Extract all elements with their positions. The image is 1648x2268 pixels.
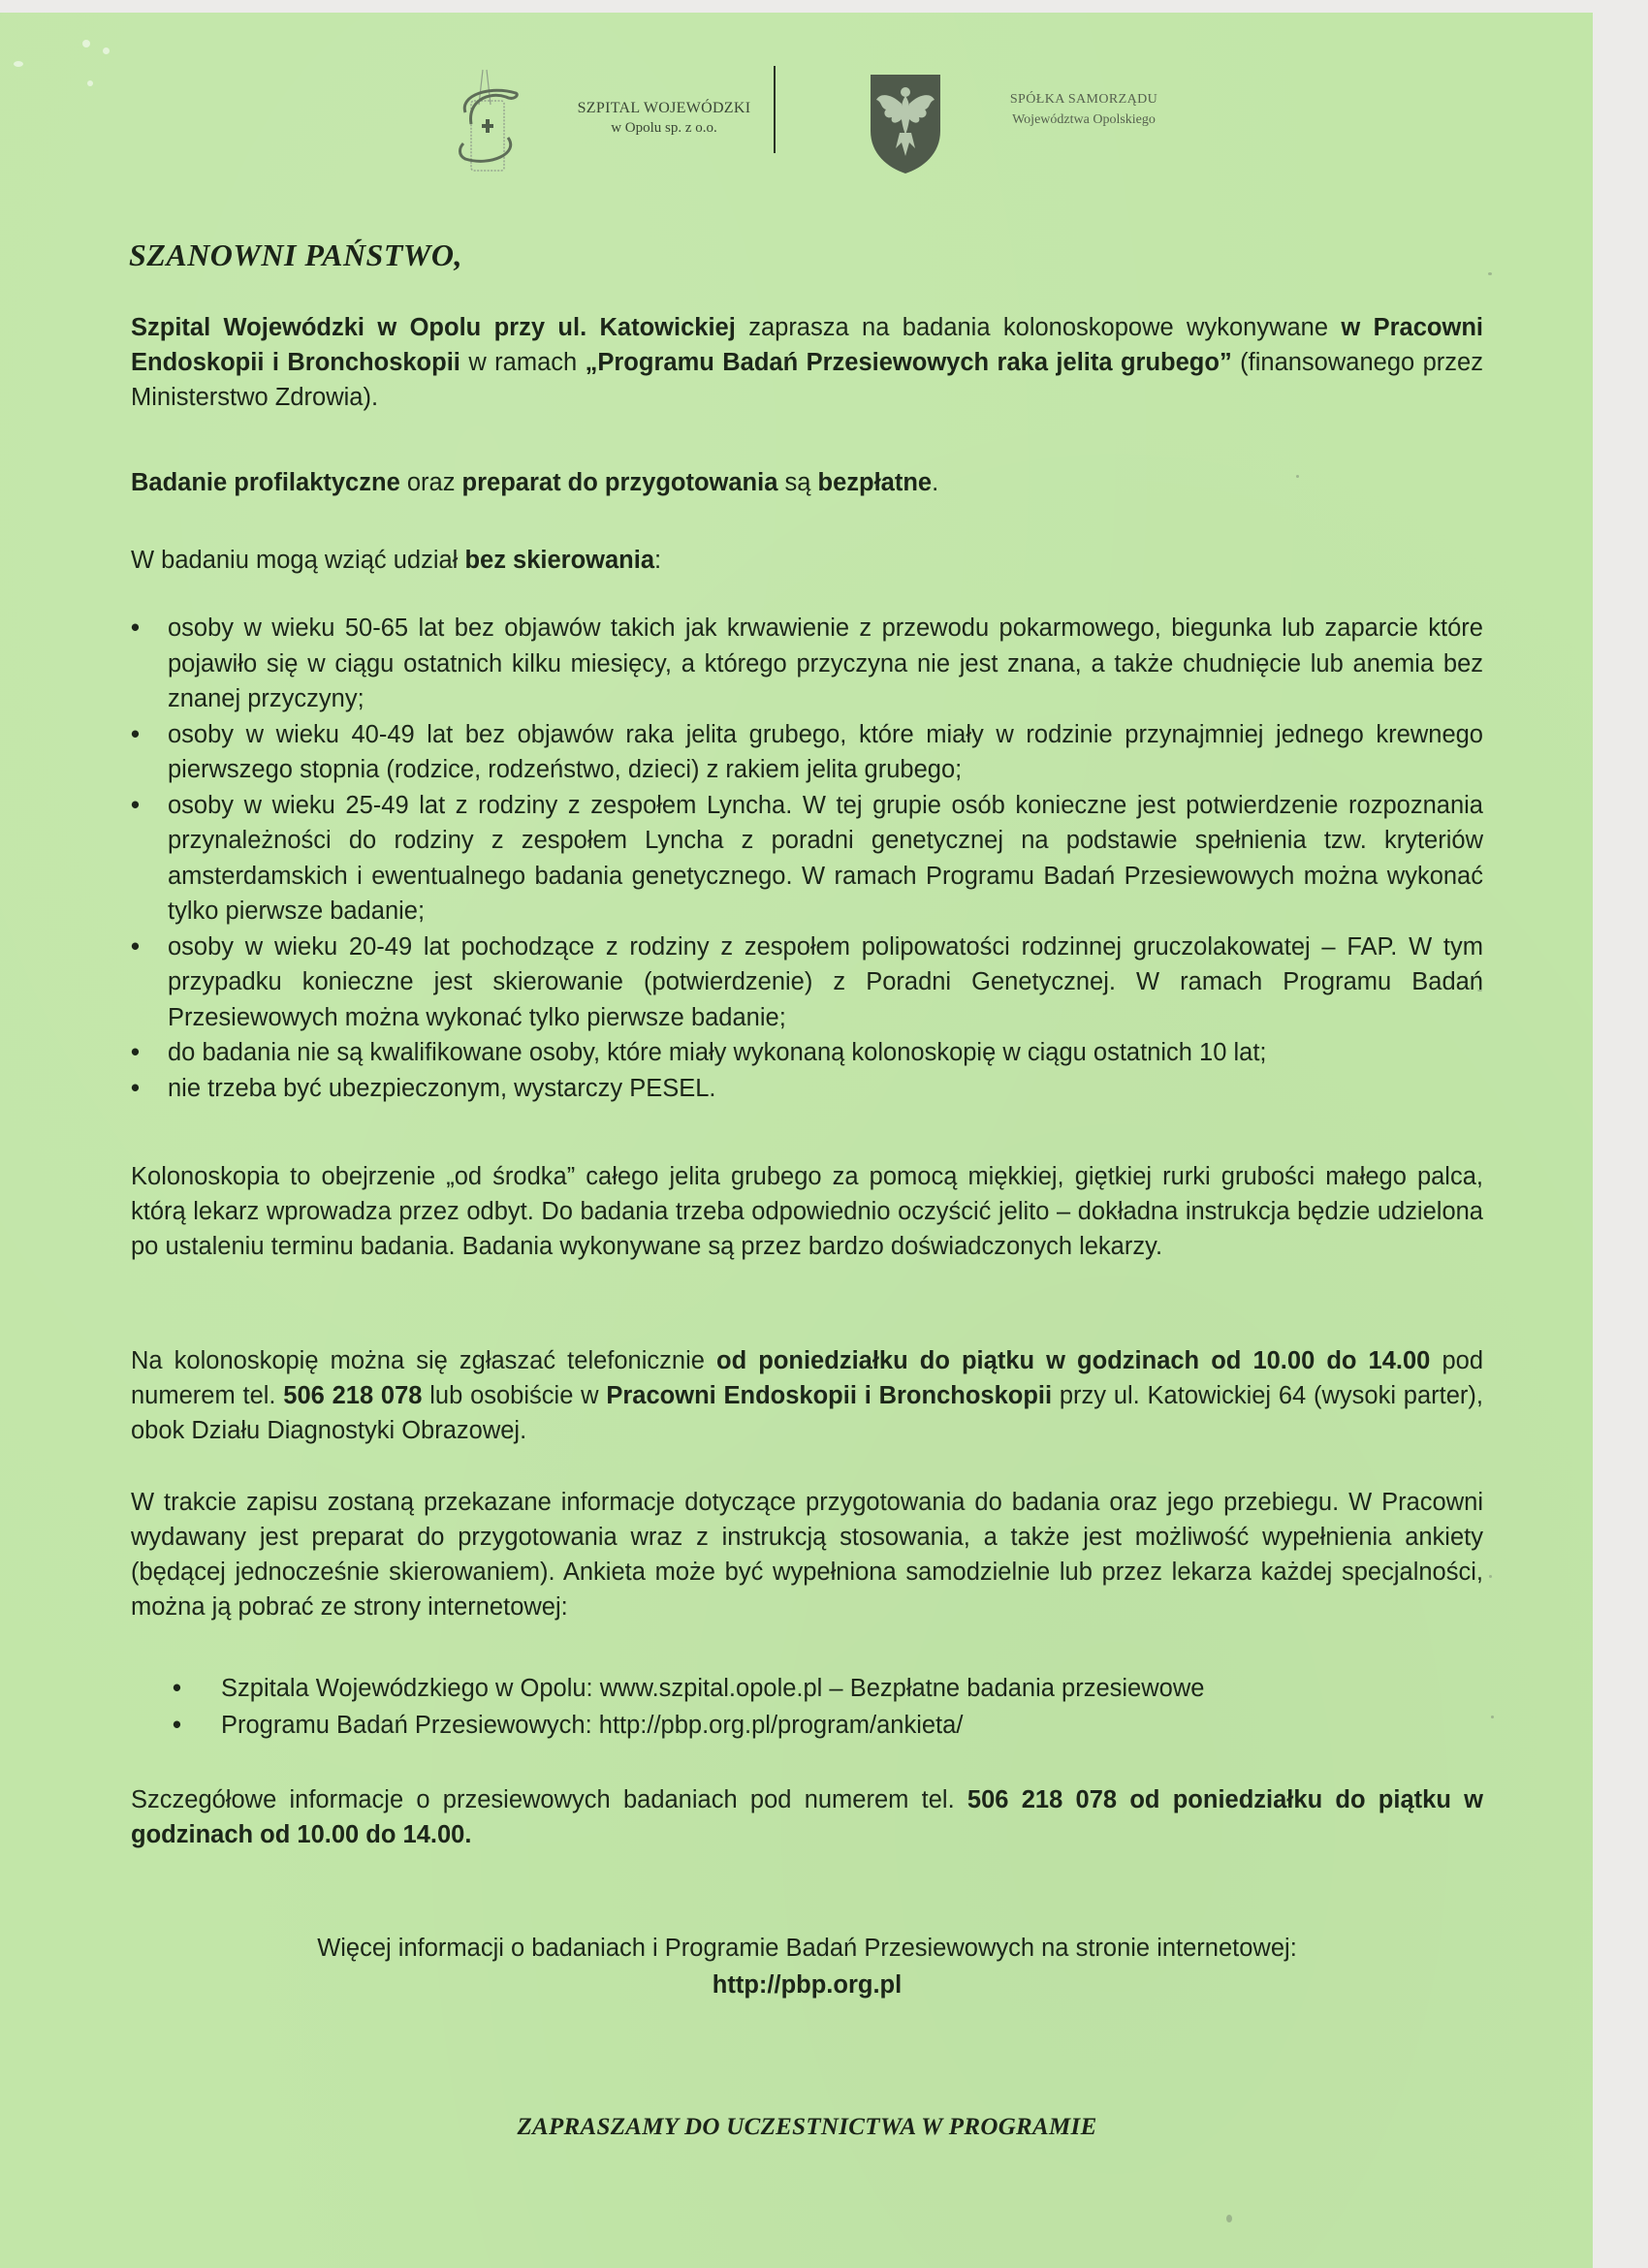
text-segment: jelita grubego; bbox=[799, 756, 963, 783]
bullet-icon: • bbox=[173, 1675, 181, 1702]
bold-text: bez skierowania bbox=[464, 547, 655, 574]
bold-text: Pracowni Endoskopii i Bronchoskopii bbox=[606, 1382, 1053, 1409]
text-segment: Na kolonoskopię można się zgłaszać telefonicznie bbox=[131, 1347, 717, 1374]
details-contact bbox=[131, 1782, 1483, 1852]
scan-artifact bbox=[1488, 272, 1492, 275]
text-segment: przy ul. Katowickiej 64 (wysoki parter), obok Działu Diagnostyki Obrazowej. bbox=[131, 1382, 1483, 1444]
more-info-url[interactable]: http://pbp.org.pl bbox=[712, 1971, 903, 1999]
bold-text: osoby w wieku 20-49 lat bbox=[168, 932, 450, 961]
criteria-item bbox=[131, 788, 1483, 929]
text-segment: przynajmniej jednego krewnego pierwszego stopnia (rodzice, rodzeństwo, dzieci) z bbox=[168, 720, 1483, 783]
owner-name bbox=[977, 92, 1190, 128]
eligibility-intro bbox=[131, 543, 1483, 578]
header-divider bbox=[774, 66, 776, 153]
text-segment: . bbox=[932, 469, 939, 496]
text-segment: bez objawów takich jak krwawienie z przewodu pokarmowego, biegunka lub zaparcie które pojawiło się w ciągu ostatnich kilku miesięcy, a którego przyczyna nie jest znana, a także chudnięcie lub anemia bez znanej przyczyny; bbox=[168, 614, 1483, 712]
bold-text[interactable]: http://pbp.org.pl/program/ankieta/ bbox=[598, 1712, 964, 1739]
text-segment: lat z rodziny z zespołem Lyncha. W tej grupie osób konieczne jest potwierdzenie rozpoznania przynależności do rodziny z zespołem Lyncha z poradni genetycznej na podstawie spełnienia tzw. kryteriów amsterdamskich i ewentualnego badania genetycznego. W ramach Programu Badań Przesiewowych można wykonać tylko pierwsze badanie; bbox=[168, 791, 1483, 925]
scan-artifact bbox=[1491, 1716, 1494, 1718]
bold-text: 506 218 078 bbox=[283, 1382, 423, 1409]
hospital-logo-icon bbox=[452, 66, 529, 177]
text-segment: Szpitala Wojewódzkiego w Opolu: bbox=[221, 1675, 600, 1702]
text-segment: pod numerem tel. bbox=[131, 1347, 1483, 1409]
text-segment: zaprasza na badania kolonoskopowe wykonywane bbox=[735, 314, 1342, 341]
closing-invitation: ZAPRASZAMY DO UCZESTNICTWA W PROGRAMIE bbox=[517, 2114, 1097, 2140]
bold-text: osoby w wieku 25-49 bbox=[168, 791, 409, 819]
text-segment: Kolonoskopia to obejrzenie „od środka” całego jelita grubego za pomocą miękkiej, giętkiej rurki grubości małego palca, którą lekarz wprowadza przez odbyt. Do badania trzeba odpowiednio oczyścić jelito – dokładna instrukcja będzie udzielona po ustaleniu terminu badania. Badania wykonywane są przez bardzo doświadczonych lekarzy. bbox=[131, 1163, 1483, 1260]
free-of-charge-notice bbox=[131, 465, 1483, 500]
text-segment: . bbox=[709, 1074, 716, 1102]
criteria-item bbox=[131, 611, 1483, 717]
criteria-item bbox=[131, 929, 1483, 1036]
more-info-text: Więcej informacji o badaniach i Programie Badań Przesiewowych na stronie internetowej: bbox=[317, 1935, 1297, 1962]
coat-of-arms-icon bbox=[867, 71, 944, 177]
flyer-sheet bbox=[0, 13, 1593, 2268]
text-segment: W trakcie zapisu zostaną przekazane informacje dotyczące przygotowania do badania oraz jego przebiegu. W Pracowni wydawany jest preparat do przygotowania wraz z instrukcją stosowania, a także jest możliwość wypełnienia ankiety (będącej jednocześnie skierowaniem). Ankieta może być wypełniona samodzielnie lub przez lekarza każdej specjalności, można ją pobrać ze strony internetowej: bbox=[131, 1489, 1483, 1621]
criteria-item bbox=[131, 1071, 1483, 1107]
bullet-icon: • bbox=[131, 720, 140, 748]
enrollment-info bbox=[131, 1485, 1483, 1624]
letterhead bbox=[0, 13, 1593, 177]
bold-text: „Programu Badań Przesiewowych raka jelita grubego” bbox=[585, 349, 1232, 376]
bold-text: od poniedziałku do piątku w godzinach od 10.00 do 14.00 bbox=[716, 1347, 1431, 1374]
survey-download-links bbox=[173, 1670, 1491, 1744]
bullet-icon: • bbox=[131, 614, 140, 642]
text-segment: pochodzące z rodziny z zespołem polipowatości rodzinnej gruczolakowatej – FAP. W tym przypadku konieczne jest skierowanie (potwierdzenie) z Poradni Genetycznej. W ramach Programu Badań Przesiewowych można wykonać tylko pierwsze badanie; bbox=[168, 932, 1483, 1031]
owner-name-line2: Województwa Opolskiego bbox=[1012, 112, 1156, 127]
eligibility-criteria-list bbox=[131, 611, 1483, 1106]
bold-text: 506 218 078 od poniedziałku do piątku w godzinach od 10.00 do 14.00. bbox=[131, 1786, 1483, 1848]
bold-text: rodzinie bbox=[1026, 720, 1113, 748]
registration-info bbox=[131, 1343, 1483, 1448]
bullet-icon: • bbox=[173, 1712, 181, 1739]
bold-text[interactable]: www.szpital.opole.pl – Bezpłatne badania przesiewowe bbox=[599, 1675, 1205, 1702]
bullet-icon: • bbox=[131, 1074, 140, 1102]
hospital-name-line1: SZPITAL WOJEWÓDZKI bbox=[577, 100, 751, 116]
salutation-heading: SZANOWNI PAŃSTWO, bbox=[129, 237, 462, 272]
owner-name-line1: SPÓŁKA SAMORZĄDU bbox=[1009, 92, 1158, 107]
criteria-item bbox=[131, 1035, 1483, 1071]
text-segment: (finansowanego przez Ministerstwo Zdrowia). bbox=[131, 349, 1483, 411]
text-segment: w ramach bbox=[460, 349, 586, 376]
link-item bbox=[173, 1670, 1491, 1707]
text-segment: są bbox=[777, 469, 818, 496]
bold-text: nie trzeba być ubezpieczonym, wystarczy PESEL bbox=[168, 1074, 710, 1102]
bullet-icon: • bbox=[131, 932, 140, 961]
bold-text: Badanie profilaktyczne bbox=[131, 469, 400, 496]
text-segment: do badania nie są kwalifikowane osoby, które miały wykonaną kolonoskopię w ciągu ostatnich 10 lat; bbox=[168, 1039, 1267, 1066]
bold-text: w Pracowni Endoskopii i Bronchoskopii bbox=[131, 314, 1483, 376]
criteria-item bbox=[131, 717, 1483, 788]
bold-text: bezpłatne bbox=[817, 469, 933, 496]
hospital-name-line2: w Opolu sp. z o.o. bbox=[611, 120, 717, 136]
scan-artifact bbox=[1489, 1575, 1492, 1578]
text-segment: W badaniu mogą wziąć udział bbox=[131, 547, 465, 574]
bold-text: preparat do przygotowania bbox=[461, 469, 778, 496]
bold-text: osoby w wieku 50-65 lat bbox=[168, 614, 445, 642]
bold-text: Szpital Wojewódzki w Opolu przy ul. Katowickiej bbox=[131, 314, 736, 341]
bold-text: osoby w wieku 40-49 lat bbox=[168, 720, 454, 748]
colonoscopy-description bbox=[131, 1159, 1483, 1264]
text-segment: : bbox=[654, 547, 662, 574]
text-segment: Programu Badań Przesiewowych: bbox=[221, 1712, 599, 1739]
intro-paragraph bbox=[131, 310, 1483, 415]
text-segment: bez objawów raka jelita grubego, które miały w bbox=[453, 720, 1027, 748]
hospital-name bbox=[543, 100, 785, 137]
text-segment: oraz bbox=[399, 469, 462, 496]
bold-text: rakiem bbox=[725, 756, 800, 783]
text-segment: Szczegółowe informacje o przesiewowych badaniach pod numerem tel. bbox=[131, 1786, 967, 1813]
bullet-icon: • bbox=[131, 791, 140, 819]
text-segment: lub osobiście w bbox=[422, 1382, 607, 1409]
scan-artifact bbox=[1226, 2215, 1232, 2222]
bullet-icon: • bbox=[131, 1039, 140, 1066]
link-item bbox=[173, 1707, 1491, 1744]
